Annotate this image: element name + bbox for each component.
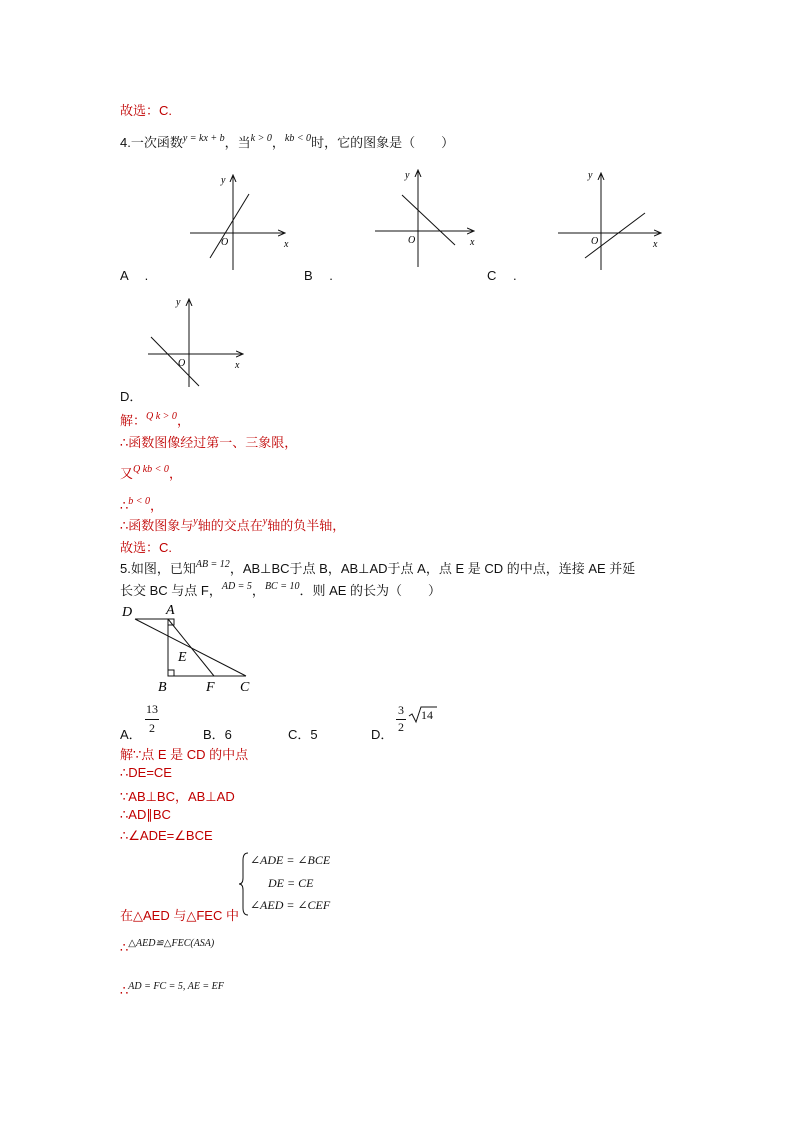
q4-mid2: ， bbox=[271, 135, 285, 150]
q5-l1-math: AB = 12 bbox=[195, 559, 230, 570]
q5-stem-line2 bbox=[120, 580, 441, 599]
y-label: y bbox=[588, 170, 593, 181]
sol4-line6: 故选：C. bbox=[120, 540, 173, 555]
q5-option-d-denominator: 2 bbox=[398, 720, 404, 734]
q5-l1-a: 5.如图，已知 bbox=[120, 561, 196, 576]
x-label: x bbox=[470, 237, 475, 248]
graph-option-c bbox=[553, 168, 668, 273]
q4-cond2: kb < 0 bbox=[284, 133, 312, 144]
sol4-l5-y1: y bbox=[193, 516, 198, 527]
sol5-l8-prefix: ∴ bbox=[120, 983, 129, 998]
q5-option-b: B．6 bbox=[203, 727, 232, 742]
sol4-l1-prefix: 解： bbox=[120, 413, 147, 428]
q5-option-d-radicand: 14 bbox=[421, 708, 433, 722]
sol4-l5-a: ∴函数图象与 bbox=[120, 518, 194, 533]
graph-option-a bbox=[185, 170, 295, 275]
system-eq2: DE = CE bbox=[268, 876, 314, 890]
sol4-l4-math: b < 0 bbox=[128, 496, 151, 507]
sol5-line8 bbox=[120, 983, 224, 999]
sol4-l5-b: 轴的交点在 bbox=[197, 518, 263, 533]
sol5-line4: ∴AD∥BC bbox=[120, 807, 171, 822]
label-b: B bbox=[158, 680, 167, 695]
origin-label: O bbox=[178, 358, 186, 369]
option-b-label: B . bbox=[304, 268, 333, 283]
system-eq3: ∠AED = ∠CEF bbox=[250, 898, 331, 912]
sol5-l7-math: △AED≌△FEC(ASA) bbox=[128, 938, 215, 949]
sol5-line2: ∴DE=CE bbox=[120, 765, 172, 780]
label-c: C bbox=[240, 680, 250, 695]
graph-option-b bbox=[370, 165, 480, 270]
y-label: y bbox=[176, 297, 181, 308]
q4-prefix: 4.一次函数 bbox=[120, 135, 183, 150]
segment-af bbox=[168, 619, 214, 676]
q5-l1-b: ，AB⊥BC于点 B，AB⊥AD于点 A，点 E 是 CD 的中点，连接 AE 并延 bbox=[229, 561, 636, 576]
q4-cond1: k > 0 bbox=[250, 133, 272, 144]
sol4-l3-suffix: ， bbox=[168, 466, 182, 481]
left-brace-icon bbox=[238, 852, 250, 916]
option-d-label: D． bbox=[120, 389, 143, 404]
sol4-l5-c: 轴的负半轴， bbox=[267, 518, 346, 533]
q5-option-a-fraction-bar bbox=[145, 719, 159, 720]
q4-stem bbox=[120, 132, 454, 151]
q5-l2-c: ．则 AE 的长为（ ） bbox=[299, 583, 442, 598]
sol5-line5: ∴∠ADE=∠BCE bbox=[120, 828, 213, 843]
q4-suffix: 时，它的图象是（ ） bbox=[311, 135, 455, 150]
q5-l2-math2: BC = 10 bbox=[264, 581, 300, 592]
q5-option-a-numerator: 13 bbox=[146, 702, 158, 716]
origin-label: O bbox=[591, 236, 599, 247]
sol4-l3-math: Q kb < 0 bbox=[133, 464, 169, 475]
q5-option-d-numerator: 3 bbox=[398, 703, 404, 717]
sol4-line5 bbox=[120, 515, 345, 534]
q5-l2-b: ， bbox=[251, 583, 265, 598]
y-label: y bbox=[221, 175, 226, 186]
option-c-label: C . bbox=[487, 268, 517, 283]
origin-label: O bbox=[408, 235, 416, 246]
label-d: D bbox=[122, 605, 133, 620]
sol4-l4-prefix: ∴ bbox=[120, 498, 129, 513]
sol4-line3 bbox=[120, 463, 182, 482]
option-a-label: A . bbox=[120, 268, 149, 283]
q5-option-c: C．5 bbox=[288, 727, 318, 742]
q5-l2-math1: AD = 5 bbox=[221, 581, 252, 592]
sol4-l3-prefix: 又 bbox=[120, 466, 134, 481]
sol4-l1-suffix: ， bbox=[176, 413, 190, 428]
q5-l2-a: 长交 BC 与点 F， bbox=[120, 583, 222, 598]
previous-answer: 故选：C. bbox=[120, 103, 173, 118]
sol5-line1: 解∵点 E 是 CD 的中点 bbox=[120, 747, 249, 762]
y-label: y bbox=[405, 170, 410, 181]
x-label: x bbox=[235, 360, 240, 371]
q4-function: y = kx + b bbox=[182, 133, 225, 144]
sol5-line7 bbox=[120, 940, 214, 956]
label-e: E bbox=[178, 650, 187, 665]
function-line bbox=[151, 337, 199, 386]
graph-option-d bbox=[143, 295, 253, 390]
right-angle-b bbox=[168, 670, 174, 676]
sol4-line2: ∴函数图像经过第一、三象限， bbox=[120, 435, 298, 450]
system-eq1: ∠ADE = ∠BCE bbox=[250, 853, 331, 867]
sol5-l8-math: AD = FC = 5, AE = EF bbox=[128, 981, 224, 992]
q5-option-d-label: D． bbox=[371, 727, 394, 742]
function-line bbox=[210, 194, 249, 258]
label-f: F bbox=[206, 680, 215, 695]
geometry-figure bbox=[118, 598, 258, 696]
label-a: A bbox=[166, 603, 175, 618]
sol5-line3: ∵AB⊥BC，AB⊥AD bbox=[120, 789, 235, 804]
x-label: x bbox=[653, 239, 658, 250]
q5-option-a-label: A． bbox=[120, 727, 142, 742]
sol4-line4 bbox=[120, 495, 163, 514]
sol4-line1 bbox=[120, 410, 190, 429]
sol4-l4-suffix: ， bbox=[150, 498, 164, 513]
q4-mid1: ，当 bbox=[224, 135, 251, 150]
origin-label: O bbox=[221, 237, 229, 248]
q5-option-a-denominator: 2 bbox=[149, 721, 155, 735]
sol4-l1-math: Q k > 0 bbox=[146, 411, 177, 422]
x-label: x bbox=[284, 239, 289, 250]
sol5-l7-prefix: ∴ bbox=[120, 940, 129, 955]
sol5-line6: 在△AED 与△FEC 中 bbox=[120, 908, 239, 923]
sol4-l5-y2: y bbox=[262, 516, 268, 527]
q5-stem-line1 bbox=[120, 558, 635, 577]
